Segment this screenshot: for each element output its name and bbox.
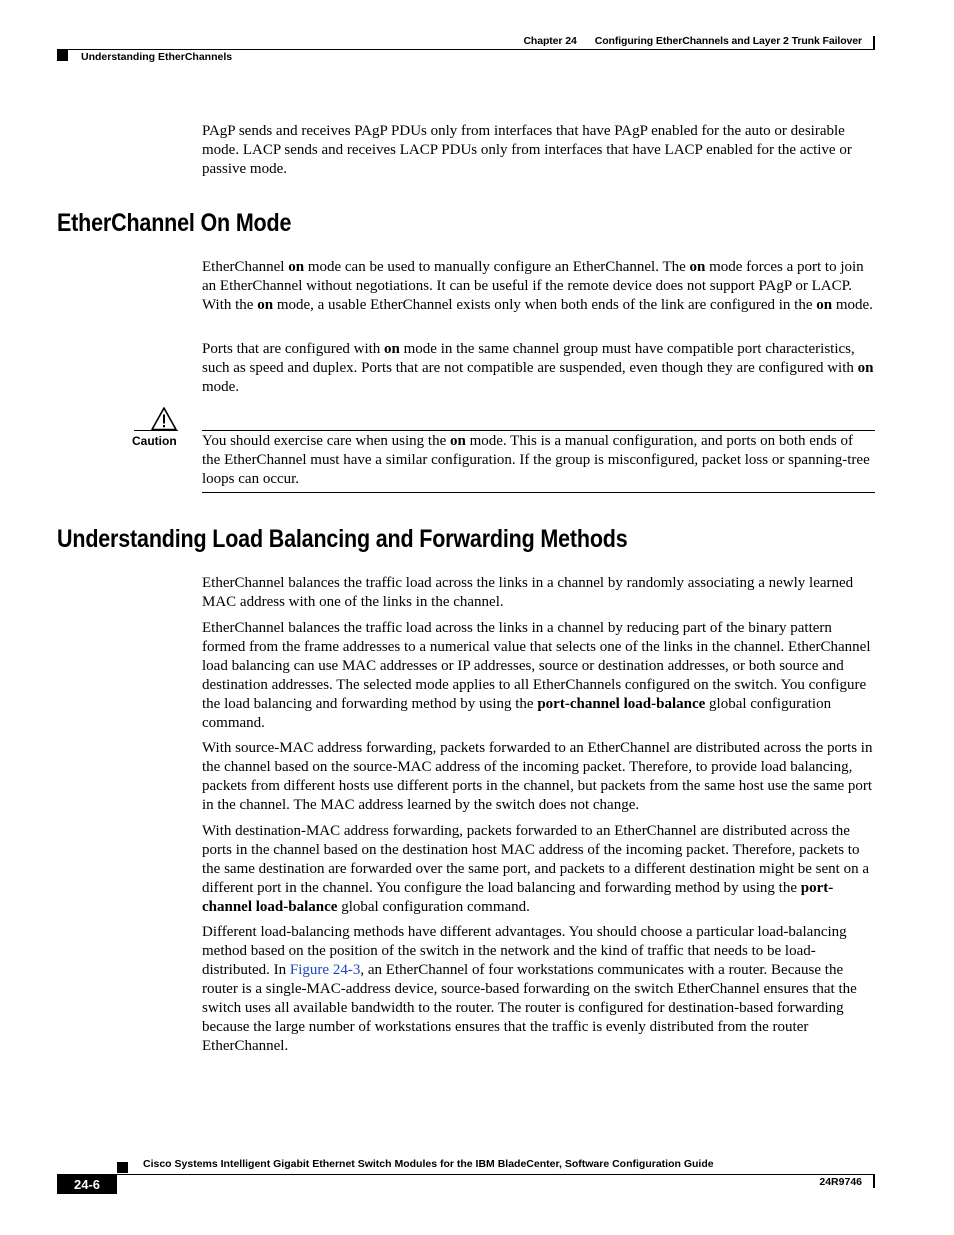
header-marker-square [57, 50, 68, 61]
section-heading-on-mode: EtherChannel On Mode [57, 209, 292, 237]
methods-advantages-paragraph: Different load-balancing methods have different advantages. You should choose a particular load-balancing method based on the position of the switch in the network and the kind of traffic that needs to be load-distributed. In Figure 24-3, an EtherChannel of four workstations communicates with a router. Because the router is a single-MAC-address device, source-based forwarding on the switch EtherChannel ensures that the switch uses all available bandwidth to the router. The router is configured for destination-based forwarding because the large number of workstations ensures that the traffic is evenly distributed from the router EtherChannel. [202, 924, 857, 1054]
document-number: 24R9746 [819, 1176, 862, 1188]
chapter-number: Chapter 24 [523, 35, 577, 47]
on-mode-paragraph-1: EtherChannel on mode can be used to manually configure an EtherChannel. The on mode forces a port to join an EtherChannel without negotiations. It can be useful if the remote device does not support PAgP or LACP. With the on mode, a usable EtherChannel exists only when both ends of the link are configured in the on mode. [202, 259, 873, 313]
intro-paragraph: PAgP sends and receives PAgP PDUs only from interfaces that have PAgP enabled for the auto or desirable mode. LACP sends and receives LACP PDUs only from interfaces that have LACP enabled for the active or passive mode. [202, 123, 852, 177]
footer-book-title: Cisco Systems Intelligent Gigabit Ethernet Switch Modules for the IBM BladeCenter, Software Configuration Guide [143, 1158, 714, 1170]
header-rule [57, 49, 875, 50]
footer-rule [57, 1174, 875, 1175]
section-heading-load-balancing: Understanding Load Balancing and Forwarding Methods [57, 525, 628, 553]
load-balancing-paragraph-2: EtherChannel balances the traffic load across the links in a channel by reducing part of the binary pattern formed from the frame addresses to a numerical value that selects one of the links in the channel. EtherChannel load balancing can use MAC addresses or IP addresses, source or destination addresses, or both source and destination addresses. The selected mode applies to all EtherChannels configured on the switch. You configure the load balancing and forwarding method by using the port-channel load-balance global configuration command. [202, 620, 871, 731]
caution-text: You should exercise care when using the on mode. This is a manual configuration, and ports on both ends of the EtherChannel must have a similar configuration. If the group is misconfigured, packet loss or spanning-tree loops can occur. [202, 433, 870, 487]
load-balancing-paragraph-1: EtherChannel balances the traffic load across the links in a channel by randomly associating a newly learned MAC address with one of the links in the channel. [202, 575, 854, 610]
on-mode-paragraph-2: Ports that are configured with on mode in the same channel group must have compatible port characteristics, such as speed and duplex. Ports that are not compatible are suspended, even though they are configured with on mode. [202, 341, 874, 395]
page-number: 24-6 [57, 1174, 117, 1194]
running-header-chapter [523, 35, 862, 47]
caution-top-rule [202, 430, 875, 431]
footer-vertical-bar [873, 1174, 875, 1188]
header-vertical-bar [873, 36, 875, 50]
figure-24-3-link[interactable]: Figure 24-3 [289, 962, 361, 978]
footer-marker-square [117, 1162, 128, 1173]
destination-mac-paragraph: With destination-MAC address forwarding, packets forwarded to an EtherChannel are distributed across the ports in the channel based on the destination host MAC address of the incoming packet. Therefore, packets to the same destination are forwarded over the same port, and packets to a different destination might be sent on a different port in the channel. You configure the load balancing and forwarding method by using the port-channel load-balance global configuration command. [202, 823, 870, 915]
caution-icon-rule [134, 430, 178, 431]
chapter-title: Configuring EtherChannels and Layer 2 Trunk Failover [594, 35, 862, 47]
source-mac-paragraph: With source-MAC address forwarding, packets forwarded to an EtherChannel are distributed across the ports in the channel based on the source-MAC address of the incoming packet. Therefore, to provide load balancing, packets from different hosts use different ports in the channel, but packets from the same host use the same port in the channel. The MAC address learned by the switch does not change. [202, 740, 873, 813]
caution-warning-icon [151, 407, 177, 431]
running-header-section: Understanding EtherChannels [81, 51, 233, 63]
caution-bottom-rule [202, 492, 875, 493]
caution-label: Caution [132, 434, 177, 448]
